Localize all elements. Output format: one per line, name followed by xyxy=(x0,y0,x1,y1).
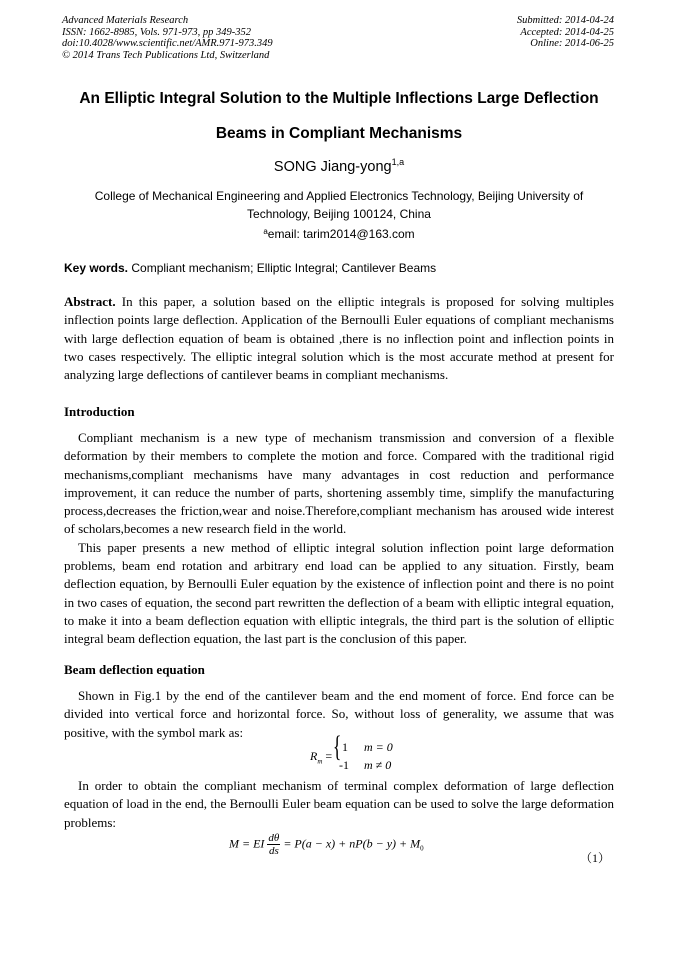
introduction-paragraph-1: Compliant mechanism is a new type of mechanism transmission and conversion of a flexible deformation by their members to complete the motion and force. Compared with the traditional rigid mechanisms,compliant mechanisms have many advantages in cost reduction and performance improvement, it can reduce the number of parts, shortening assembly time, simplify the manufacturing process,decreases the friction,wear and noise.Therefore,compliant mechanism has aroused wide interest of scholars,becomes a new research field in the world. xyxy=(64,430,614,537)
author-name: SONG Jiang-yong xyxy=(273,159,392,175)
keywords xyxy=(64,261,436,275)
author xyxy=(0,157,678,175)
copyright-line: © 2014 Trans Tech Publications Ltd, Switzerland xyxy=(62,49,270,61)
paper-title-line2: Beams in Compliant Mechanisms xyxy=(215,125,463,142)
equation-rm-case1-condition: m = 0 xyxy=(364,740,393,754)
submitted-date: Submitted: 2014-04-24 xyxy=(516,15,614,26)
equation-rm xyxy=(310,730,420,777)
keywords-label: Key words. xyxy=(64,261,129,275)
abstract-text: In this paper, a solution based on the elliptic integrals is proposed for solving multiples inflection points large deflection. Application of the Bernoulli Euler equations of compliant mechanisms with large deflection equation of beam is obtained ,there is no inflection point and inflection points in two cases respectively. The elliptic integral solution which is the most accurate method at present for analyzing large deflections of cantilever beams in compliant mechanisms. xyxy=(64,294,614,383)
keywords-text: Compliant mechanism; Elliptic Integral; Cantilever Beams xyxy=(128,261,437,275)
beam-paragraph-2: In order to obtain the compliant mechanism of terminal complex deformation of large deflection equation of load in the end, the Bernoulli Euler beam equation can be used to solve the large deformation problems: xyxy=(64,778,614,830)
email-superscript: a xyxy=(263,227,268,236)
dates-info xyxy=(517,15,614,50)
equation-1 xyxy=(229,832,424,857)
equation-1-rhs: = P(a − x) + nP(b − y) + M xyxy=(283,836,421,851)
beam-deflection-heading: Beam deflection equation xyxy=(64,662,205,677)
doi-line: doi:10.4028/www.scientific.net/AMR.971-973.349 xyxy=(62,38,273,49)
abstract-label: Abstract. xyxy=(64,294,116,309)
equation-1-lhs: M = EI xyxy=(229,836,265,851)
equation-rm-case1-value: 1 xyxy=(342,740,348,754)
introduction-paragraph-2: This paper presents a new method of elliptic integral solution inflection point large deformation problems, beam end rotation and arbitrary end load can be applied to any situation. Firstly, beam deflection equation, by Bernoulli Euler equation by the existence of inflection point and there is no point in two cases of equation, the second part rewritten the deflection of a beam with elliptic integral equation, to make it into a beam deflection equation with elliptic integrals, the third part is the solution of elliptic integral beam deflection equation, the last part is the conclusion of this paper. xyxy=(64,539,614,647)
equation-rm-case2-condition: m ≠ 0 xyxy=(364,758,392,772)
author-email xyxy=(70,223,608,243)
online-date: Online: 2014-06-25 xyxy=(530,38,614,49)
issn-line: ISSN: 1662-8985, Vols. 971-973, pp 349-352 xyxy=(62,26,251,38)
beam-paragraph-1: Shown in Fig.1 by the end of the cantilever beam and the end moment of force. End force can be divided into vertical force and horizontal force. So, without loss of generality, we assume that was positive, with the symbol mark as: xyxy=(64,688,614,740)
affiliation-line1: College of Mechanical Engineering and Applied Electronics Technology, Beijing University of xyxy=(94,189,584,203)
journal-name: Advanced Materials Research xyxy=(62,15,189,26)
equation-rm-case2-value: -1 xyxy=(339,758,349,772)
equation-1-rhs-sub: 0 xyxy=(420,844,424,853)
paper-title-line1: An Elliptic Integral Solution to the Multiple Inflections Large Deflection xyxy=(79,90,599,107)
equation-1-fraction: $\frac{d\theta}{ds}$ xyxy=(268,832,280,857)
journal-info xyxy=(62,15,273,61)
equation-brace: { xyxy=(332,730,342,763)
equation-rm-lhs: $R_m$ = xyxy=(310,749,333,766)
author-superscript: 1,a xyxy=(391,157,405,167)
equation-1-number: （1） xyxy=(580,851,611,865)
abstract xyxy=(64,293,614,384)
introduction-heading: Introduction xyxy=(64,404,135,419)
affiliation xyxy=(70,187,608,243)
introduction-body xyxy=(64,429,614,649)
accepted-date: Accepted: 2014-04-25 xyxy=(520,26,614,38)
affiliation-line2: Technology, Beijing 100124, China xyxy=(247,207,431,221)
email-text: email: tarim2014@163.com xyxy=(267,227,415,241)
